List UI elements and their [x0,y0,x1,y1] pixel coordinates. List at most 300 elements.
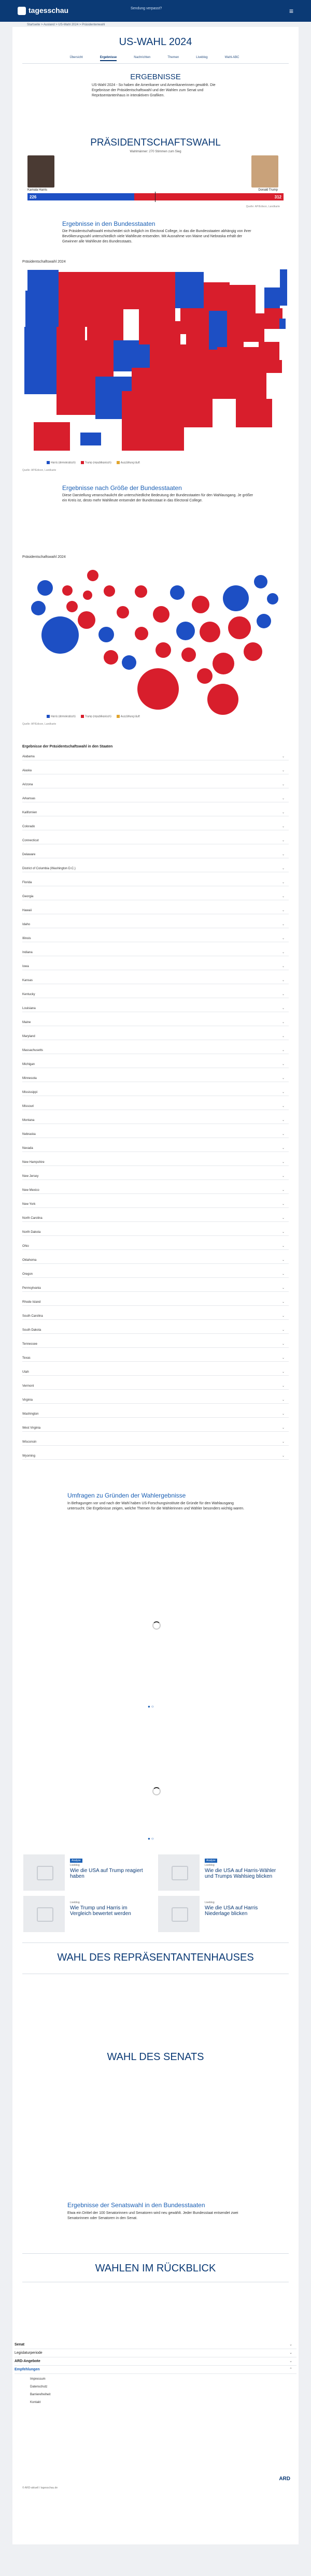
bubble-state[interactable] [257,614,271,628]
state-name: Mississippi [22,1091,38,1094]
state-accordion-row[interactable] [22,1397,289,1404]
legend-open: Auszählung läuft [117,715,140,718]
state-accordion-row[interactable] [22,838,289,844]
state-accordion-row[interactable] [22,1033,289,1040]
state-accordion-row[interactable] [22,1075,289,1082]
footer-link[interactable]: Impressum [30,2378,46,2381]
teaser-title: Wie Trump und Harris im Vergleich bewertet werden [70,1905,131,1917]
map-state-wy[interactable] [87,309,123,340]
teaser-badge: Analyse [70,1859,82,1863]
tab-ergebnisse[interactable]: Ergebnisse [100,56,117,61]
map-text: Die Präsidentschaftswahl entscheidet sich lediglich im Electoral College, in das die Bundesstaaten abhängig von ihrer Bevölkerungszahl unterschiedlich viele Wahlleute entsenden. Mit Ausnahme von Maine und Nebraska erhält der Gewinner alle Wahlleute des Bundesstaats. [62,229,251,243]
carousel-dots[interactable]: ●○ [148,1836,155,1841]
chevron-down-icon: ⌄ [281,825,285,828]
state-accordion-row[interactable] [22,991,289,998]
harris-name: Kamala Harris [27,189,48,192]
breadcrumb: Startseite > Ausland > US-Wahl 2024 > Präsidentenwahl [27,23,105,26]
map-legend [47,461,140,464]
chevron-down-icon: ⌄ [281,881,285,884]
state-name: Massachusetts [22,1049,44,1052]
state-accordion-row[interactable] [22,754,289,760]
chevron-down-icon: ⌄ [281,1385,285,1388]
bubble-state[interactable] [66,601,78,612]
state-name: Hawaii [22,909,32,912]
state-name: New Hampshire [22,1161,45,1164]
state-name: District of Columbia (Washington D.C.) [22,867,76,870]
bubble-state[interactable] [62,585,73,596]
bubble-heading: Ergebnisse nach Größe der Bundesstaaten [62,484,182,492]
senat-heading: Ergebnisse der Senatswahl in den Bundesstaaten [67,2201,205,2209]
map-heading: Ergebnisse in den Bundesstaaten [62,220,156,227]
logo[interactable]: tagesschau [18,6,68,15]
tab-liveblog[interactable]: Liveblog [196,56,208,59]
map-state-la[interactable] [184,396,213,427]
teaser-image [23,1896,65,1932]
map-state-id[interactable] [59,272,87,327]
teaser-image [158,1854,200,1891]
map-state-az[interactable] [56,368,95,415]
state-accordion-row[interactable] [22,1145,289,1152]
bubble-state-tx[interactable] [137,668,179,710]
chevron-down-icon: ⌄ [281,1231,285,1234]
state-name: West Virginia [22,1427,41,1430]
chevron-down-icon: ⌄ [281,909,285,912]
map-state-ky-tn[interactable] [217,347,259,368]
teaser-title: Wie die USA auf Harris-Wähler und Trumps Wahlsieg blicken [205,1868,276,1879]
state-accordion-row[interactable] [22,1439,289,1446]
chevron-down-icon: ⌄ [281,853,285,856]
chevron-down-icon: ⌄ [281,755,285,758]
state-accordion-row[interactable] [22,1355,289,1362]
map-state-co[interactable] [114,340,150,371]
state-name: Montana [22,1119,35,1122]
teaser-category: Liveblog [70,1864,80,1867]
chevron-down-icon: ⌄ [281,1147,285,1150]
map-state-mn[interactable] [175,272,204,308]
bubble-label: Präsidentschaftswahl 2024 [22,555,66,559]
teaser-image [158,1896,200,1932]
state-name: Connecticut [22,839,39,842]
state-accordion-row[interactable] [22,1229,289,1236]
bubble-source: Quelle: AP/Edison, Landkarte [22,723,56,726]
bubble-state[interactable] [104,585,115,597]
chevron-down-icon: ⌄ [281,1217,285,1220]
chevron-down-icon: ⌄ [281,1413,285,1416]
divider [22,2253,289,2254]
umfragen-heading: Umfragen zu Gründen der Wahlergebnisse [67,1492,186,1499]
state-name: Iowa [22,965,29,968]
state-accordion-row[interactable] [22,1089,289,1096]
state-accordion-row[interactable] [22,1425,289,1432]
state-accordion-row[interactable] [22,810,289,816]
bubble-state[interactable] [31,601,46,615]
footer-link[interactable]: Kontakt [30,2401,41,2404]
bubble-text: Diese Darstellung veranschaulicht die unterschiedliche Bedeutung der Bundesstaaten für den Wahlausgang. Je größer ein Kreis ist, desto mehr Wahlleute entsendet der Bundesstaat in das Electoral College. [62,494,253,502]
rueckblick-title: WAHLEN IM RÜCKBLICK [95,2263,216,2274]
legend-swatch-dem [47,461,50,464]
bubble-state-ga[interactable] [213,653,234,674]
state-accordion-row[interactable] [22,1103,289,1110]
teaser-card[interactable] [23,1896,153,1932]
chevron-up-icon: ⌃ [289,2368,292,2371]
accordion-row[interactable]: ARD-Angebote ⌄ [15,2358,296,2366]
state-name: Texas [22,1357,31,1360]
state-accordion-row[interactable] [22,894,289,900]
bubble-state[interactable] [98,627,114,642]
chevron-down-icon: ⌄ [289,2359,292,2363]
chevron-down-icon: ⌄ [281,839,285,842]
state-accordion-row[interactable] [22,1187,289,1194]
electoral-majority-line [155,192,156,202]
state-name: Louisiana [22,1007,36,1010]
map-state-mi[interactable] [227,285,256,313]
tab-themen[interactable]: Themen [167,56,179,59]
senat-text: Etwa ein Drittel der 100 Senatorinnen und Senatoren wird neu gewählt. Jeder Bundesstaat entsendet zwei Senatorinnen oder Senatoren in den Senat. [67,2211,238,2220]
state-name: Ohio [22,1245,29,1248]
umfragen-text: In Befragungen vor und nach der Wahl haben US-Forschungsinstitute die Gründe für den Wahlausgang untersucht. Die Ergebnisse zeigen, welche Themen für die Wählerinnen und Wähler besonders wichtig waren. [67,1502,245,1510]
chevron-down-icon: ⌄ [281,1049,285,1052]
state-accordion-row[interactable] [22,1369,289,1376]
map-state-ar[interactable] [183,368,209,396]
map-state-ca[interactable] [24,327,56,394]
chevron-down-icon: ⌄ [281,1427,285,1430]
state-accordion-row[interactable] [22,949,289,956]
state-name: Vermont [22,1385,34,1388]
state-name: New Jersey [22,1175,39,1178]
state-name: Kansas [22,979,33,982]
state-accordion-row[interactable] [22,1383,289,1390]
chevron-down-icon: ⌄ [281,1189,285,1192]
state-accordion-row[interactable] [22,1201,289,1208]
legend-swatch-dem [47,715,50,718]
tab-nachrichten[interactable]: Nachrichten [134,56,151,59]
state-accordion-row[interactable] [22,1061,289,1068]
ergebnisse-text: US-Wahl 2024 - So haben die Amerikaner und Amerikanerinnen gewählt. Die Ergebnisse der Präsidentschaftswahl und der Wahlen zum Senat und Repräsentantenhaus in interaktiven Grafiken. [92,83,216,97]
map-state-ny[interactable] [264,287,280,308]
state-name: Alabama [22,755,35,758]
state-accordion-row[interactable] [22,1243,289,1250]
chevron-down-icon: ⌄ [281,1273,285,1276]
chevron-down-icon: ⌄ [289,2351,292,2355]
chevron-down-icon: ⌄ [281,769,285,772]
state-accordion-row[interactable] [22,1005,289,1012]
chevron-down-icon: ⌄ [281,811,285,814]
map-state-nd[interactable] [139,272,175,295]
legend-dem: Harris (demokratisch) [47,715,76,718]
legend-rep: Trump (republikanisch) [81,461,111,464]
image-placeholder-icon [37,1866,53,1880]
repraesentantenhaus-title: WAHL DES REPRÄSENTANTENHAUSES [57,1952,254,1963]
bubble-state-pa[interactable] [228,616,251,639]
chevron-down-icon: ⌄ [281,1329,285,1332]
teaser-title: Wie die USA auf Harris Niederlage blicken [205,1905,258,1917]
bubble-state-fl[interactable] [207,684,238,715]
state-accordion-row[interactable] [22,963,289,970]
map-source: Quelle: AP/Edison, Landkarte [22,469,56,472]
state-accordion-row[interactable] [22,1019,289,1026]
map-state-ak[interactable] [34,422,70,451]
chevron-down-icon: ⌄ [281,783,285,786]
state-name: Rhode Island [22,1301,41,1304]
chevron-down-icon: ⌄ [281,1301,285,1304]
bubble-state[interactable] [181,647,196,662]
state-name: New Mexico [22,1189,39,1192]
state-accordion-row[interactable] [22,1215,289,1222]
chevron-down-icon: ⌄ [281,1371,285,1374]
bubble-state-mi[interactable] [192,596,209,613]
map-state-tx[interactable] [122,391,184,451]
state-accordion-row[interactable] [22,1159,289,1166]
map-state-or[interactable] [25,291,59,327]
bubble-state[interactable] [135,627,148,640]
chevron-down-icon: ⌄ [281,1091,285,1094]
legend-rep: Trump (republikanisch) [81,715,111,718]
map-state-wa[interactable] [27,270,59,291]
legend-swatch-open [117,461,120,464]
chevron-down-icon: ⌄ [281,797,285,800]
bubble-state[interactable] [197,668,213,684]
praesident-title: PRÄSIDENTSCHAFTSWAHL [90,137,221,148]
chevron-down-icon: ⌄ [281,937,285,940]
map-state-nj[interactable] [279,319,286,329]
map-state-oh[interactable] [244,313,264,342]
map-state-fl[interactable] [236,399,272,427]
state-name: Utah [22,1371,29,1374]
divider [22,63,289,64]
divider [22,1942,289,1943]
state-accordion-row[interactable] [22,824,289,830]
trump-avatar [251,155,278,188]
state-name: Kentucky [22,993,35,996]
teaser-card[interactable] [158,1854,288,1891]
state-name: Nebraska [22,1133,36,1136]
teaser-card[interactable] [23,1854,153,1891]
loading-spinner [152,1787,161,1795]
chevron-down-icon: ⌄ [281,1315,285,1318]
tab-bar [61,56,248,61]
state-accordion-row[interactable] [22,1341,289,1348]
praesident-subtitle: Wahlmänner: 270 Stimmen zum Sieg [130,150,181,153]
teaser-category: Liveblog [205,1901,215,1904]
chevron-down-icon: ⌄ [281,1133,285,1136]
state-name: North Carolina [22,1217,43,1220]
electoral-bar-dem [27,193,134,200]
logo-icon [18,7,26,15]
state-name: Delaware [22,853,36,856]
bubble-state[interactable] [87,570,98,581]
state-accordion-row[interactable] [22,880,289,886]
senat-title: WAHL DES SENATS [107,2051,204,2063]
state-accordion-row[interactable] [22,852,289,858]
trump-name: Donald Trump [258,189,278,192]
state-name: Washington [22,1413,39,1416]
bubble-state-ca[interactable] [41,616,79,654]
map-state-mt[interactable] [87,272,139,309]
loading-spinner [152,1621,161,1630]
chevron-down-icon: ⌄ [281,1021,285,1024]
state-name: South Dakota [22,1329,41,1332]
bubble-state[interactable] [153,606,169,623]
state-name: Kalifornien [22,811,37,814]
legend-swatch-rep [81,461,84,464]
chevron-down-icon: ⌄ [281,965,285,968]
image-placeholder-icon [37,1907,53,1922]
state-accordion-row[interactable] [22,866,289,872]
map-state-hi[interactable] [80,433,101,445]
chevron-down-icon: ⌄ [281,1259,285,1262]
state-accordion-row[interactable] [22,977,289,984]
accordion-row[interactable]: Empfehlungen ⌃ [15,2366,296,2374]
footer-link[interactable]: Barrierefreiheit [30,2393,51,2396]
state-accordion-row[interactable] [22,1285,289,1292]
electoral-bar [27,193,284,200]
state-accordion-row[interactable] [22,908,289,914]
bubble-state[interactable] [117,606,129,618]
bubble-state-il[interactable] [176,622,195,640]
menu-icon[interactable]: ≡ [289,7,293,15]
bubble-state[interactable] [135,585,147,598]
harris-avatar [27,155,54,188]
state-name: Pennsylvania [22,1287,41,1290]
map-state-in[interactable] [227,313,244,347]
map-state-ne[interactable] [139,321,180,344]
state-name: Tennessee [22,1343,38,1346]
state-accordion-row[interactable] [22,922,289,928]
teaser-title: Wie die USA auf Trump reagiert haben [70,1868,143,1879]
chevron-down-icon: ⌄ [281,1077,285,1080]
state-accordion-row[interactable] [22,1257,289,1264]
image-placeholder-icon [172,1907,188,1922]
state-accordion-row[interactable] [22,1271,289,1278]
state-accordion-row[interactable] [22,1327,289,1334]
map-state-ks[interactable] [150,344,186,368]
state-accordion-row[interactable] [22,1299,289,1306]
state-name: Maine [22,1021,31,1024]
accordion-row[interactable]: Senat ⌄ [15,2341,296,2349]
state-name: North Dakota [22,1231,41,1234]
tab-wahl-abc[interactable]: Wahl-ABC [224,56,239,59]
bubble-state[interactable] [104,650,118,665]
bubble-state-oh[interactable] [200,622,220,642]
chevron-down-icon: ⌄ [281,1175,285,1178]
teaser-badge: Analyse [205,1859,217,1863]
map-state-nv[interactable] [56,327,85,368]
states-heading: Ergebnisse der Präsidentschaftswahl in den Staaten [22,745,113,749]
tab-uebersicht[interactable]: Übersicht [69,56,83,59]
chevron-down-icon: ⌄ [281,1287,285,1290]
chevron-down-icon: ⌄ [281,1441,285,1444]
state-accordion-row[interactable] [22,1173,289,1180]
bubble-state[interactable] [156,642,171,658]
state-accordion-row[interactable] [22,768,289,774]
state-accordion-row[interactable] [22,1117,289,1124]
chevron-down-icon: ⌄ [281,1203,285,1206]
map-label: Präsidentschaftswahl 2024 [22,260,66,264]
teaser-card[interactable] [158,1896,288,1932]
map-state-ms[interactable] [209,368,228,399]
page-title: US-WAHL 2024 [119,36,192,48]
praesident-source: Quelle: AP/Edison, Landkarte [246,205,280,208]
map-state-al[interactable] [228,368,246,399]
state-name: Arkansas [22,797,36,800]
bubble-state[interactable] [254,575,267,588]
us-map [23,267,288,458]
bubble-state[interactable] [267,593,278,605]
chevron-down-icon: ⌄ [281,951,285,954]
state-name: Alaska [22,769,32,772]
state-name: Nevada [22,1147,33,1150]
bubble-state[interactable] [37,580,53,596]
state-accordion-row[interactable] [22,782,289,788]
carousel-dots[interactable]: ●○ [148,1704,155,1709]
state-name: Arizona [22,783,33,786]
chevron-down-icon: ⌄ [281,895,285,898]
chevron-down-icon: ⌄ [281,1035,285,1038]
chevron-down-icon: ⌄ [281,1343,285,1346]
state-name: Florida [22,881,32,884]
copyright: © ARD-aktuell / tagesschau.de [22,2486,58,2489]
state-name: Indiana [22,951,33,954]
state-name: Illinois [22,937,31,940]
accordion-row[interactable]: Legislaturperiode ⌄ [15,2350,296,2357]
state-accordion-row[interactable] [22,1313,289,1320]
map-state-ok[interactable] [132,368,183,391]
state-accordion-row[interactable] [22,936,289,942]
bubble-state[interactable] [83,591,92,600]
state-name: Maryland [22,1035,35,1038]
state-accordion-row[interactable] [22,796,289,802]
state-name: Idaho [22,923,31,926]
state-name: New York [22,1203,36,1206]
map-state-sd[interactable] [139,295,175,321]
teaser-category: Liveblog [70,1901,80,1904]
map-state-va[interactable] [259,342,279,360]
chevron-down-icon: ⌄ [281,923,285,926]
state-name: Georgia [22,895,34,898]
state-name: Wyoming [22,1455,35,1458]
bubble-state[interactable] [122,655,136,670]
map-state-il[interactable] [209,311,227,350]
bubble-state[interactable] [78,611,95,629]
legend-swatch-rep [81,715,84,718]
footer-link[interactable]: Datenschutz [30,2385,48,2388]
legend-open: Auszählung läuft [117,461,140,464]
state-name: Colorado [22,825,35,828]
map-state-new-england[interactable] [280,269,287,306]
map-state-wi[interactable] [204,282,230,311]
teaser-category: Liveblog [205,1864,215,1867]
chevron-down-icon: ⌄ [281,1105,285,1108]
bubble-state-nc[interactable] [244,642,262,661]
state-name: Michigan [22,1063,35,1066]
state-accordion-row[interactable] [22,1131,289,1138]
bubble-state[interactable] [170,585,185,600]
map-state-nc[interactable] [259,360,282,373]
state-name: Oregon [22,1273,33,1276]
sendung-verpasst-link[interactable]: Sendung verpasst? [131,7,162,10]
state-accordion-row[interactable] [22,1047,289,1054]
chevron-down-icon: ⌄ [281,1357,285,1360]
legend-swatch-open [117,715,120,718]
state-accordion-row[interactable] [22,1411,289,1418]
state-name: Wisconsin [22,1441,37,1444]
bubble-state-ny[interactable] [223,585,249,611]
state-name: Minnesota [22,1077,37,1080]
state-accordion-row[interactable] [22,1453,289,1460]
map-state-ia[interactable] [180,308,209,334]
chevron-down-icon: ⌄ [281,1399,285,1402]
state-name: Virginia [22,1399,33,1402]
